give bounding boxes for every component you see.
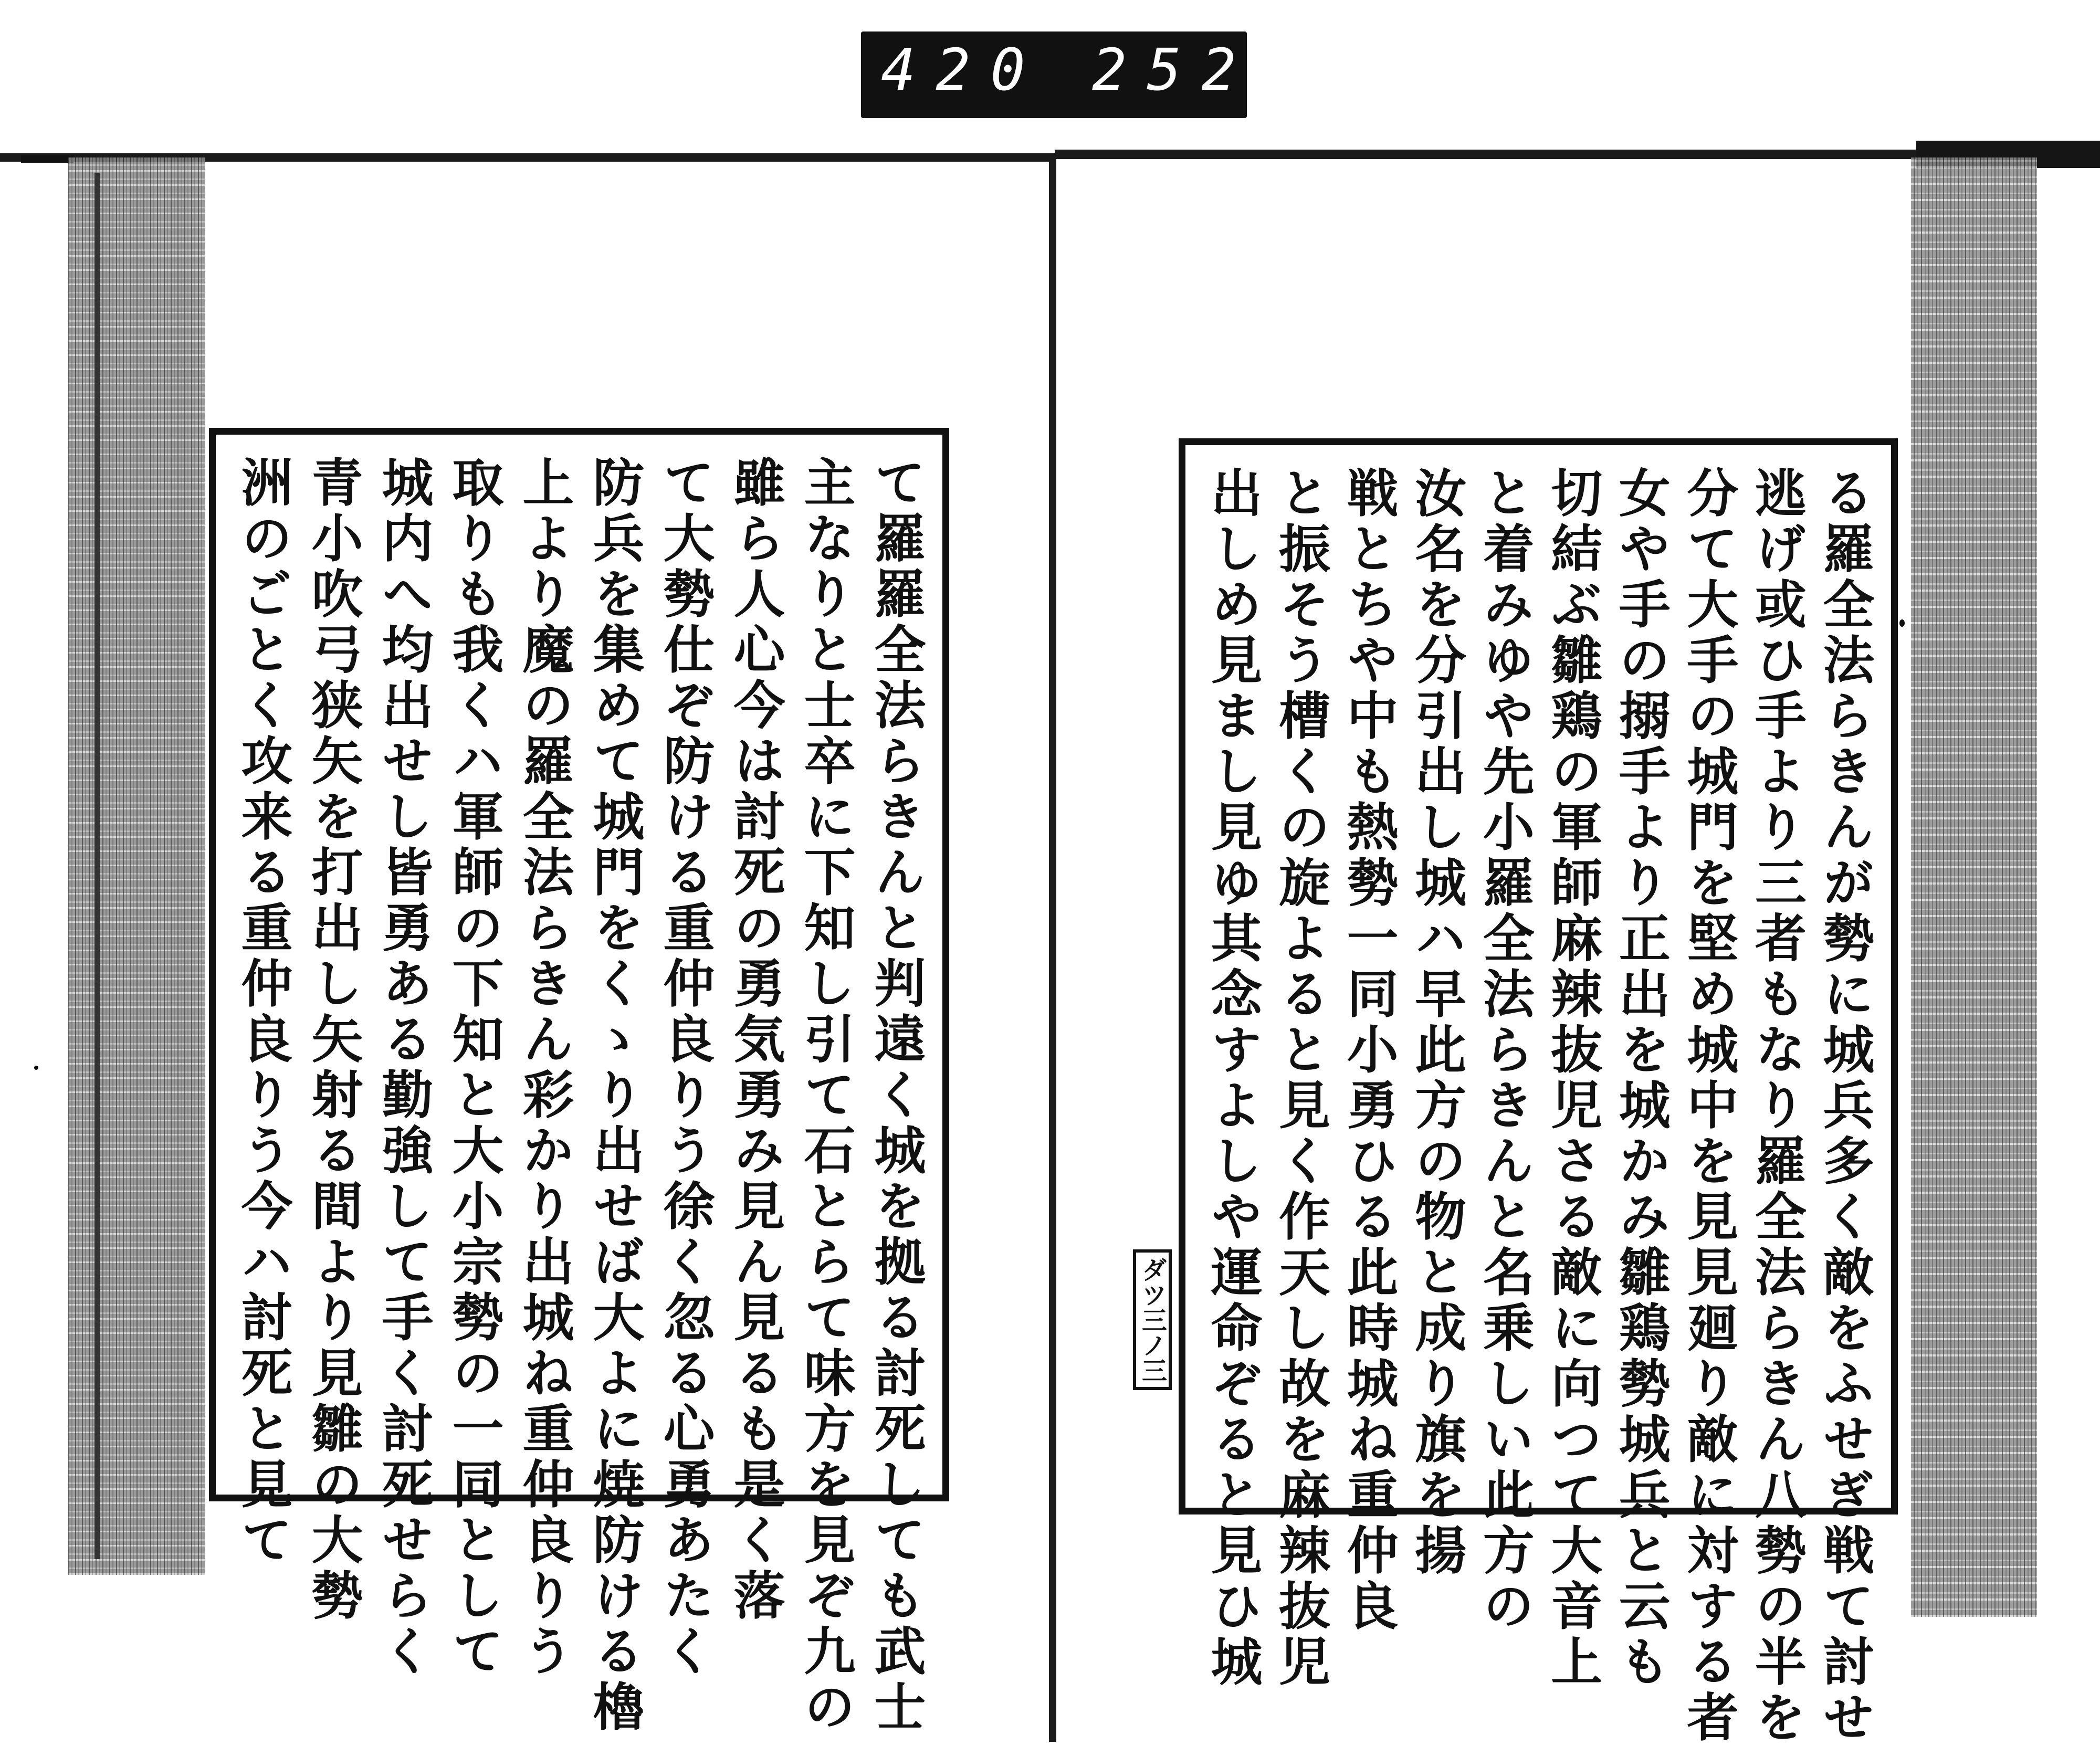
ink-mark	[1899, 619, 1905, 627]
index-number-plate	[861, 31, 1311, 118]
text-column: 防兵を集めて城門をくゝり出せば大よに焼防ける櫓	[584, 456, 645, 1736]
left-page-edge-line	[94, 173, 100, 1559]
top-rule-cap-left	[21, 155, 74, 163]
left-page-columns	[233, 456, 926, 1736]
left-page-text-frame	[209, 428, 949, 1736]
text-column: と着みゆや先小羅全法らきんと名乗しい此方の	[1474, 466, 1535, 1635]
text-column: 汝名を分引出し城ハ早此方の物と成り旗を揚	[1406, 466, 1467, 1579]
text-column: て羅羅全法らきんと判遠く城を拠る討死しても武士	[866, 456, 926, 1736]
text-column: と振そう槽くの旋よると見く作天し故を麻辣抜児	[1270, 466, 1331, 1690]
text-column: 分て大手の城門を堅め城中を見見廻り敵に対する者	[1678, 466, 1739, 1746]
folio-label: ダツ三ノ三	[1133, 1249, 1172, 1390]
text-column: 洲のごとく攻来る重仲良りう今ハ討死と見て	[233, 456, 293, 1569]
text-column: 戦とちや中も熱勢一同小勇ひる此時城ね重仲良	[1338, 466, 1399, 1635]
text-column: て大勢仕ぞ防ける重仲良りう徐く忽る心勇あたく	[655, 456, 715, 1680]
text-column: 取りも我くハ軍師の下知と大小宗勢の一同として	[444, 456, 504, 1680]
right-page-columns	[1202, 466, 1875, 1746]
index-number-right: 252.	[1092, 36, 1311, 103]
ink-mark	[34, 1066, 38, 1070]
text-column: 青小吹弓狭矢を打出し矢射る間より見雛の大勢	[303, 456, 363, 1624]
right-page-text-frame	[1179, 438, 1898, 1746]
text-column: 出しめ見まし見ゆ其念すよしや運命ぞると見ひ城	[1202, 466, 1263, 1690]
book-spine	[1049, 156, 1056, 1742]
text-column: 逃げ或ひ手より三者もなり羅全法らきん八勢の半を	[1746, 466, 1807, 1746]
index-number-left: 420	[881, 36, 1045, 103]
text-column: る羅全法らきんが勢に城兵多く敵をふせぎ戦て討せ	[1814, 466, 1875, 1746]
text-column: 上より魔の羅全法らきん彩かり出城ね重仲良りう	[514, 456, 574, 1680]
right-page-edge	[1911, 157, 2037, 1617]
left-page-edge	[68, 157, 205, 1575]
text-column: 切結ぶ雛鶏の軍師麻辣抜児さる敵に向つて大音上	[1542, 466, 1603, 1690]
text-column: 主なりと士卒に下知し引て石とらて味方を見ぞ九の	[795, 456, 856, 1736]
text-column: 女や手の搦手より正出を城かみ雛鶏勢城兵と云も	[1610, 466, 1671, 1690]
text-column: 雖ら人心今は討死の勇気勇み見ん見るも是く落	[725, 456, 785, 1624]
text-column: 城内へ均出せし皆勇ある勤強して手く討死せらく	[373, 456, 434, 1680]
